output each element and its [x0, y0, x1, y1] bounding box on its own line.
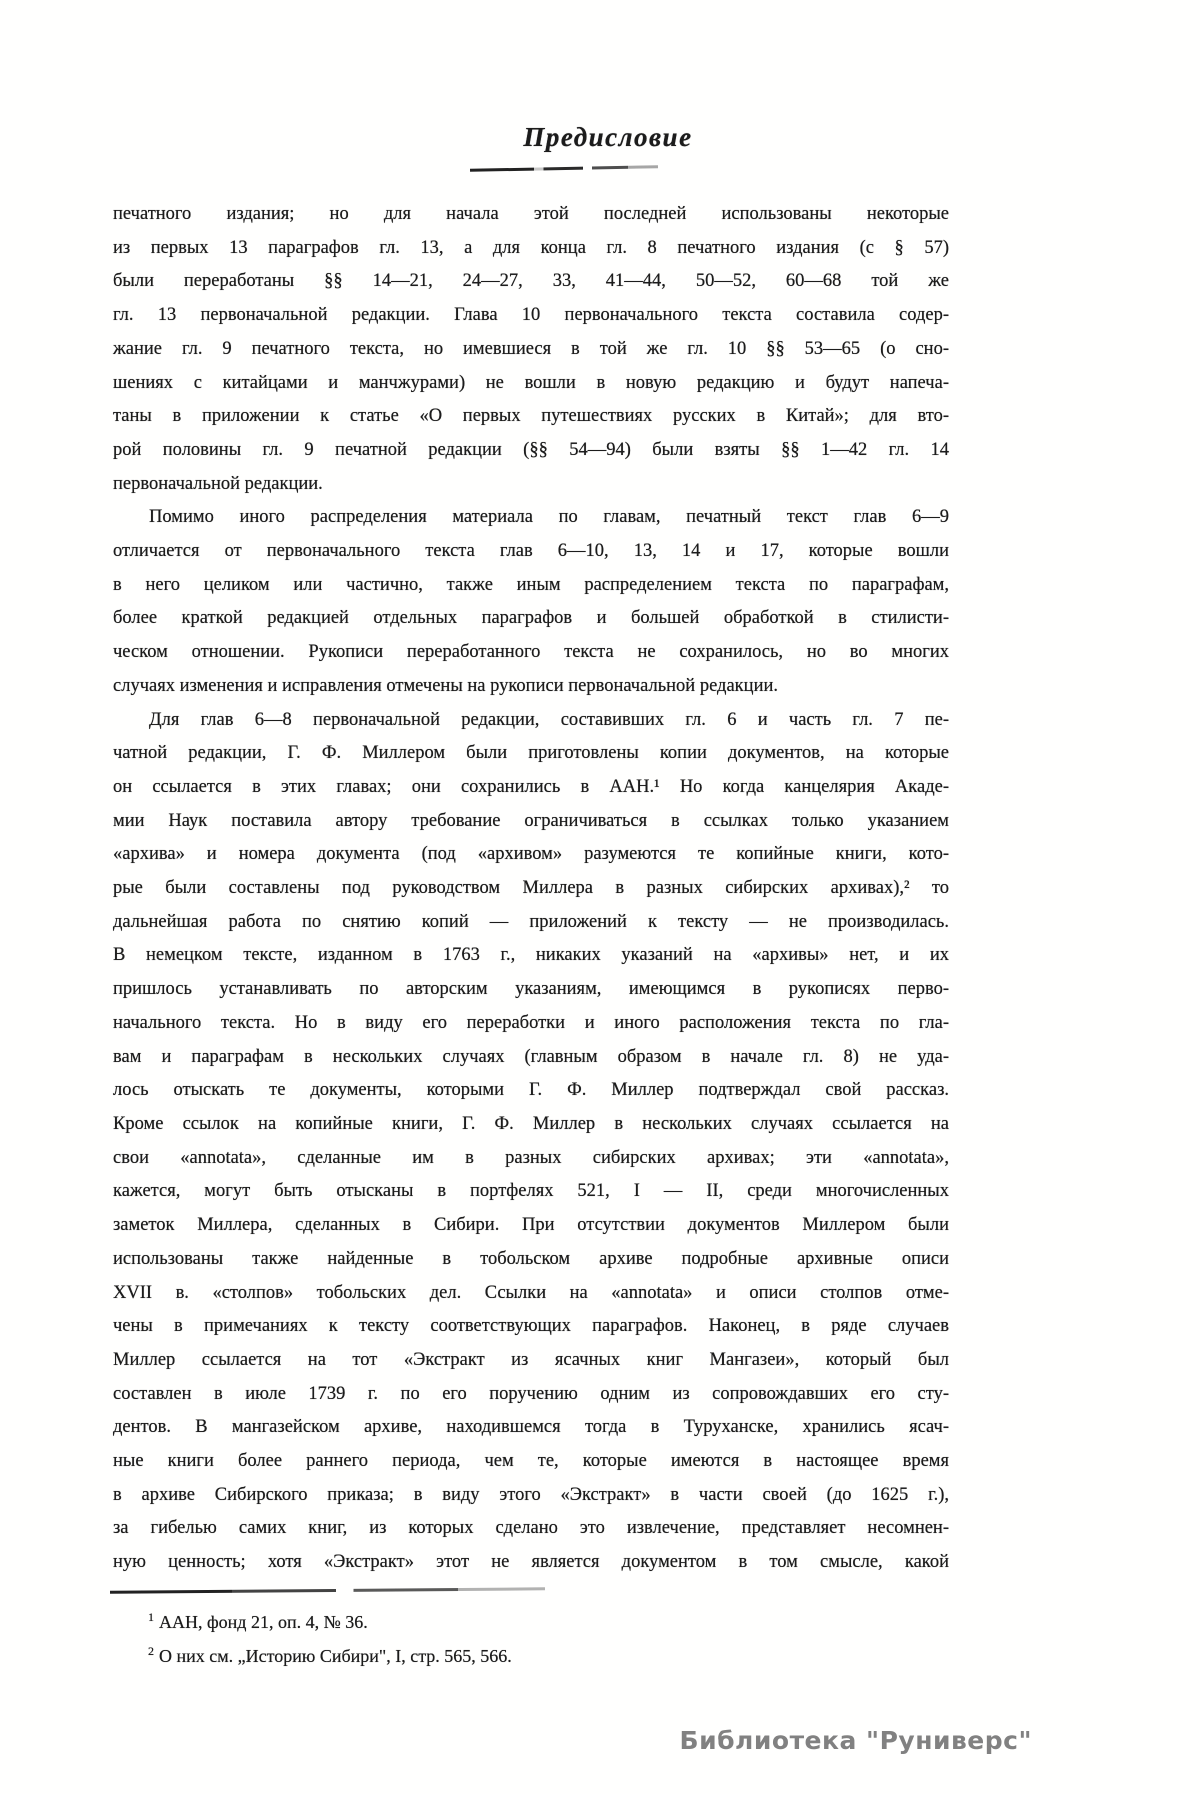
text-line: шениях с китайцами и манчжурами) не вошли в новую редакцию и будут напеча-	[113, 372, 949, 393]
text-line: Кроме ссылок на копийные книги, Г. Ф. Миллер в нескольких случаях ссылается на	[113, 1113, 949, 1134]
text-line: использованы также найденные в тобольском архиве подробные архивные описи	[113, 1248, 949, 1269]
text-line: XVII в. «столпов» тобольских дел. Ссылки на «annotata» и описи столпов отме-	[113, 1282, 949, 1303]
text-line: отличается от первоначального текста глав 6—10, 13, 14 и 17, которые вошли	[113, 541, 949, 562]
text-line: заметок Миллера, сделанных в Сибири. При отсутствии документов Миллером были	[113, 1215, 949, 1236]
text-line: Для глав 6—8 первоначальной редакции, составивших гл. 6 и часть гл. 7 пе-	[149, 709, 949, 730]
text-line: лось отыскать те документы, которыми Г. Ф. Миллер подтверждал свой рассказ.	[113, 1080, 949, 1101]
text-line: Помимо иного распределения материала по главам, печатный текст глав 6—9	[149, 507, 949, 528]
text-line: рые были составлены под руководством Миллера в разных сибирских архивах),² то	[113, 878, 949, 899]
text-line: в архиве Сибирского приказа; в виду этого «Экстракт» в части своей (до 1625 г.),	[113, 1484, 949, 1505]
text-line: из первых 13 параграфов гл. 13, а для конца гл. 8 печатного издания (с § 57)	[113, 237, 949, 258]
library-watermark: Библиотека "Руниверс"	[679, 1726, 1032, 1755]
text-line: ные книги более раннего периода, чем те, которые имеются в настоящее время	[113, 1451, 949, 1472]
text-line: свои «annotata», сделанные им в разных сибирских архивах; эти «annotata»,	[113, 1147, 949, 1168]
text-line: Миллер ссылается на тот «Экстракт из ясачных книг Мангазеи», который был	[113, 1349, 949, 1370]
footnote-marker: 1	[148, 1610, 154, 1624]
text-line: составлен в июле 1739 г. по его поручению одним из сопровождавших его сту-	[113, 1383, 949, 1404]
footnotes	[148, 1603, 948, 1671]
text-line: более краткой редакцией отдельных параграфов и большей обработкой в стилисти-	[113, 608, 949, 629]
text-line: были переработаны §§ 14—21, 24—27, 33, 41—44, 50—52, 60—68 той же	[113, 271, 949, 292]
text-line: ческом отношении. Рукописи переработанного текста не сохранилось, но во многих	[113, 642, 949, 663]
text-line: чены в примечаниях к тексту соответствующих параграфов. Наконец, в ряде случаев	[113, 1316, 949, 1337]
text-line: гл. 13 первоначальной редакции. Глава 10 первоначального текста составила содер-	[113, 305, 949, 326]
text-line: таны в приложении к статье «О первых путешествиях русских в Китай»; для вто-	[113, 406, 949, 427]
text-line: дентов. В мангазейском архиве, находившемся тогда в Туруханске, хранились ясач-	[113, 1417, 949, 1438]
text-line: рой половины гл. 9 печатной редакции (§§ 54—94) были взяты §§ 1—42 гл. 14	[113, 439, 949, 460]
footnote-separator-rule	[110, 1587, 545, 1593]
text-line: случаях изменения и исправления отмечены на рукописи первоначальной редакции.	[113, 675, 778, 696]
page-title: Предисловие	[523, 122, 693, 152]
text-line: он ссылается в этих главах; они сохранились в ААН.¹ Но когда канцелярия Акаде-	[113, 776, 949, 797]
text-line: мии Наук поставила автору требование ограничиваться в ссылках только указанием	[113, 810, 949, 831]
text-line: В немецком тексте, изданном в 1763 г., никаких указаний на «архивы» нет, и их	[113, 945, 949, 966]
text-line: жание гл. 9 печатного текста, но имевшиеся в той же гл. 10 §§ 53—65 (о сно-	[113, 338, 949, 359]
footnote: $^2$ О них см. „Историю Сибири", I, стр. 565, 566.	[148, 1644, 512, 1666]
text-line: начального текста. Но в виду его переработки и иного расположения текста по гла-	[113, 1012, 949, 1033]
text-line: ную ценность; хотя «Экстракт» этот не является документом в том смысле, какой	[113, 1552, 949, 1573]
text-line: в него целиком или частично, также иным распределением текста по параграфам,	[113, 574, 949, 595]
text-line: за гибелью самих книг, из которых сделано это извлечение, представляет несомнен-	[113, 1518, 949, 1539]
text-line: первоначальной редакции.	[113, 473, 323, 494]
text-line: кажется, могут быть отысканы в портфелях 521, I — II, среди многочисленных	[113, 1181, 949, 1202]
text-line: пришлось устанавливать по авторским указаниям, имеющимся в рукописях перво-	[113, 979, 949, 1000]
footnote-marker: 2	[148, 1644, 154, 1658]
body-text	[113, 198, 949, 1580]
text-line: чатной редакции, Г. Ф. Миллером были приготовлены копии документов, на которые	[113, 743, 949, 764]
title-underline-rule	[470, 165, 658, 172]
footnote: $^1$ ААН, фонд 21, оп. 4, № 36.	[148, 1610, 368, 1632]
text-line: вам и параграфам в нескольких случаях (главным образом в начале гл. 8) не уда-	[113, 1046, 949, 1067]
text-line: «архива» и номера документа (под «архивом» разумеются те копийные книги, кото-	[113, 844, 949, 865]
text-line: печатного издания; но для начала этой последней использованы некоторые	[113, 204, 949, 224]
text-line: дальнейшая работа по снятию копий — приложений к тексту — не производилась.	[113, 911, 949, 932]
